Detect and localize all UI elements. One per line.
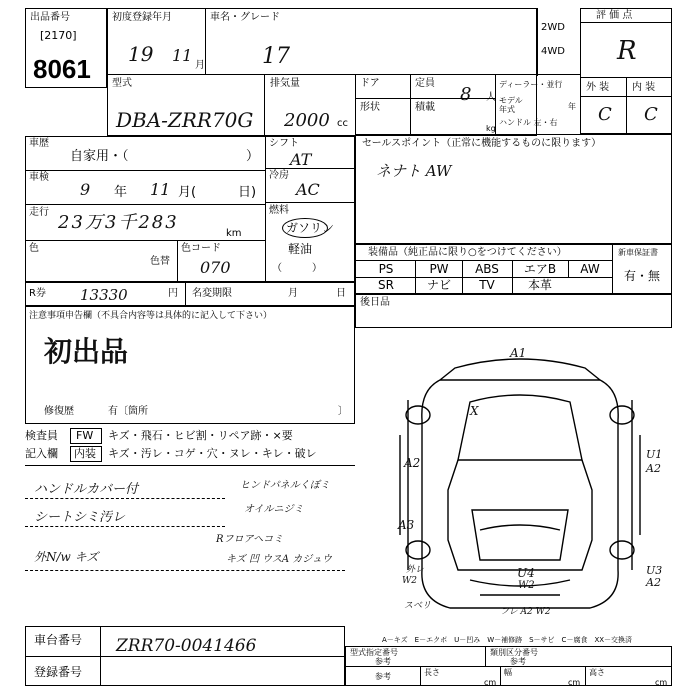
inspector-items2: キズ・汚レ・コゲ・穴・ヌレ・キレ・破レ — [108, 447, 317, 460]
repair-label: 修復歴 — [44, 406, 74, 417]
type-label: 類別区分番号 — [490, 648, 538, 657]
divider — [25, 656, 345, 657]
mark-a3: A3 — [398, 518, 415, 532]
equipment-label: 装備品（純正品に限り○をつけてください） — [368, 247, 567, 258]
inspector-label: 検査員 — [25, 429, 58, 442]
divider — [107, 74, 580, 75]
inspection-month-unit: 月( — [178, 185, 197, 200]
inspector-fw: FW — [76, 429, 94, 442]
model-value: DBA-ZRR70G — [116, 108, 254, 132]
color-code-value: 070 — [200, 258, 231, 277]
repair-value: 有〔箇所 — [108, 406, 148, 417]
interior-label: 内 装 — [632, 82, 656, 93]
equip-abs: ABS — [475, 262, 499, 276]
rear-items-box — [355, 294, 672, 328]
mark-u3: U3 — [646, 564, 663, 577]
divider — [568, 260, 569, 277]
caution-label: 注意事項申告欄（不具合内容等は具体的に記入して下さい） — [29, 311, 273, 321]
length-unit: cm — [484, 678, 497, 687]
displacement-label: 排気量 — [270, 78, 300, 89]
legend: A－キズ E－エクボ U－凹み W－補修跡 S－サビ C－腐食 XX－交換済 — [382, 636, 633, 644]
model-year-label: モデル年式 — [499, 96, 523, 114]
inspection-year: 9 — [80, 180, 91, 199]
divider — [264, 74, 265, 136]
caution-value: 初出品 — [44, 335, 129, 368]
drive-2wd: 2WD — [541, 22, 565, 33]
inspection-day-unit: 日) — [238, 185, 257, 200]
divider — [410, 74, 411, 136]
displacement-unit: cc — [337, 118, 348, 129]
year-unit: 年 — [568, 102, 576, 111]
equip-ps: PS — [378, 262, 394, 276]
load-label: 積載 — [415, 102, 435, 113]
displacement-value: 2000 — [284, 110, 330, 131]
divider — [415, 260, 416, 294]
title-label: 名変期限 — [192, 288, 232, 299]
divider — [580, 22, 672, 23]
chassis-label: 車台番号 — [34, 633, 83, 647]
cooler-value: AC — [296, 180, 320, 199]
color-label: 色 — [29, 243, 39, 254]
inspection-year-unit: 年 — [114, 185, 128, 200]
fuel-gasoline-circle — [282, 218, 328, 238]
mark-w2-a: W2 — [518, 580, 535, 591]
name-grade-value: 17 — [262, 44, 290, 69]
lot-number: 8061 — [33, 54, 91, 84]
drive-4wd: 4WD — [541, 46, 565, 57]
divider — [177, 240, 178, 282]
color-change-label: 色替 — [150, 256, 170, 267]
divider — [512, 260, 513, 294]
note-1: ハンドルカバー付 — [34, 482, 139, 497]
note-3: 外N/w キズ — [34, 550, 99, 564]
history-value: 自家用・（ — [70, 149, 129, 164]
mark-u4: U4 — [517, 566, 535, 580]
divider — [626, 77, 627, 134]
note-7: キズ 凹 ウスA カジュウ — [226, 554, 333, 565]
fuel-label: 燃料 — [269, 205, 289, 216]
inspector-interior: 内装 — [74, 447, 96, 460]
equip-sr: SR — [378, 278, 394, 292]
dealer-label: ディーラー・並行 — [499, 80, 563, 89]
sales-point-label: セールスポイント（正常に機能するものに限ります） — [362, 138, 602, 149]
sales-point-value: ネナト AW — [376, 162, 452, 180]
note-2: シートシミ汚レ — [34, 510, 126, 525]
equip-aw: AW — [580, 262, 600, 276]
fuel-gasoline: ガソリン — [286, 221, 335, 235]
mark-a2-left: A2 — [404, 456, 421, 470]
capacity-value: 8 — [460, 84, 472, 105]
name-grade-label: 車名・グレード — [210, 12, 280, 23]
lot-label: 出品番号 — [30, 12, 70, 23]
shape-label: 形状 — [360, 102, 380, 113]
warranty-value: 有・無 — [624, 269, 661, 283]
mark-a1: A1 — [510, 346, 527, 360]
height-unit: cm — [655, 678, 668, 687]
capacity-label: 定員 — [415, 78, 435, 89]
mileage-label: 走行 — [29, 207, 49, 218]
repair-close: 〕 — [338, 406, 348, 417]
mark-oil: フレ A2 W2 — [500, 607, 551, 617]
divider — [355, 74, 356, 136]
title-month: 月 — [288, 288, 298, 299]
divider — [205, 8, 206, 74]
divider — [25, 240, 265, 241]
mark-a2-b: A2 — [646, 576, 661, 589]
inspection-month: 11 — [150, 180, 171, 199]
grade-value: R — [617, 36, 637, 66]
divider — [25, 170, 265, 171]
divider — [462, 260, 463, 294]
month-unit: 月 — [195, 60, 205, 71]
first-reg-label: 初度登録年月 — [112, 12, 172, 23]
type-ref: 参考 — [510, 657, 526, 666]
interior-value: C — [644, 104, 658, 125]
divider — [355, 260, 612, 261]
color-code-label: 色コード — [181, 243, 221, 254]
divider — [25, 570, 345, 571]
grade-label: 評 価 点 — [596, 10, 633, 21]
divider — [495, 74, 496, 136]
chassis-value: ZRR70-0041466 — [116, 636, 257, 656]
title-day: 日 — [336, 288, 346, 299]
mark-kure: 外レ — [406, 565, 425, 575]
equip-tv: TV — [479, 278, 495, 292]
fuel-paren: （ ） — [272, 263, 322, 274]
divider — [25, 465, 355, 466]
entry-label: 記入欄 — [25, 447, 58, 460]
warranty-label: 新車保証書 — [618, 248, 658, 257]
divider — [265, 168, 355, 169]
shift-value: AT — [290, 150, 312, 169]
mileage-value: 23万3千283 — [58, 212, 179, 233]
divider — [345, 666, 672, 667]
shift-label: シフト — [269, 138, 299, 149]
exterior-label: 外 装 — [586, 82, 610, 93]
footer-ref: 参考 — [375, 672, 391, 681]
recycle-label: R券 — [29, 288, 46, 299]
note-6: Rフロアヘコミ — [216, 534, 284, 545]
lot-code: [2170] — [40, 29, 77, 42]
first-reg-year: 19 — [128, 42, 154, 66]
equip-pw: PW — [429, 262, 449, 276]
divider — [612, 244, 613, 294]
divider — [355, 98, 495, 99]
height-label: 高さ — [589, 668, 605, 677]
mark-suberi: スベリ — [404, 601, 432, 611]
reg-label: 登録番号 — [34, 665, 83, 679]
divider — [500, 666, 501, 686]
exterior-value: C — [598, 104, 612, 125]
inspector-items1: キズ・飛石・ヒビ割・リペア跡・×要 — [108, 429, 293, 442]
inspection-label: 車検 — [29, 172, 49, 183]
divider — [580, 96, 672, 97]
note-4: ヒンドパネルくぼミ — [240, 480, 330, 491]
divider — [485, 646, 486, 666]
divider — [25, 498, 225, 499]
width-label: 幅 — [504, 668, 512, 677]
divider — [100, 626, 101, 686]
divider — [537, 8, 538, 76]
divider — [265, 136, 266, 282]
cooler-label: 冷房 — [269, 170, 289, 181]
form-label: 型式指定番号 — [350, 648, 398, 657]
recycle-box — [25, 282, 355, 306]
load-unit: kg — [486, 124, 496, 133]
capacity-unit: 人 — [486, 92, 496, 103]
form-ref: 参考 — [375, 657, 391, 666]
sales-point-box — [355, 134, 672, 244]
mark-xx: X — [470, 404, 479, 418]
fuel-diesel: 軽油 — [288, 242, 313, 256]
mark-w2-left: W2 — [402, 576, 417, 586]
equip-navi: ナビ — [426, 278, 451, 292]
rear-items-label: 後日品 — [360, 297, 390, 308]
door-label: ドア — [360, 78, 380, 89]
equip-airbag: エアB — [523, 262, 557, 276]
model-label: 型式 — [112, 78, 132, 89]
history-close: ） — [246, 149, 260, 164]
note-5: オイルニジミ — [244, 504, 304, 515]
equip-leather: 本革 — [527, 278, 552, 292]
divider — [25, 526, 225, 527]
handle-label: ハンドル 左・右 — [499, 118, 558, 127]
recycle-value: 13330 — [80, 286, 128, 304]
mark-u1: U1 — [646, 448, 663, 461]
first-reg-month: 11 — [172, 46, 193, 65]
divider — [265, 202, 355, 203]
divider — [420, 666, 421, 686]
width-unit: cm — [568, 678, 581, 687]
divider — [185, 282, 186, 306]
mileage-unit: km — [226, 228, 242, 239]
mark-a2-right: A2 — [646, 462, 661, 475]
divider — [585, 666, 586, 686]
recycle-unit: 円 — [168, 288, 178, 299]
divider — [25, 204, 265, 205]
history-label: 車歴 — [29, 138, 49, 149]
length-label: 長さ — [424, 668, 440, 677]
